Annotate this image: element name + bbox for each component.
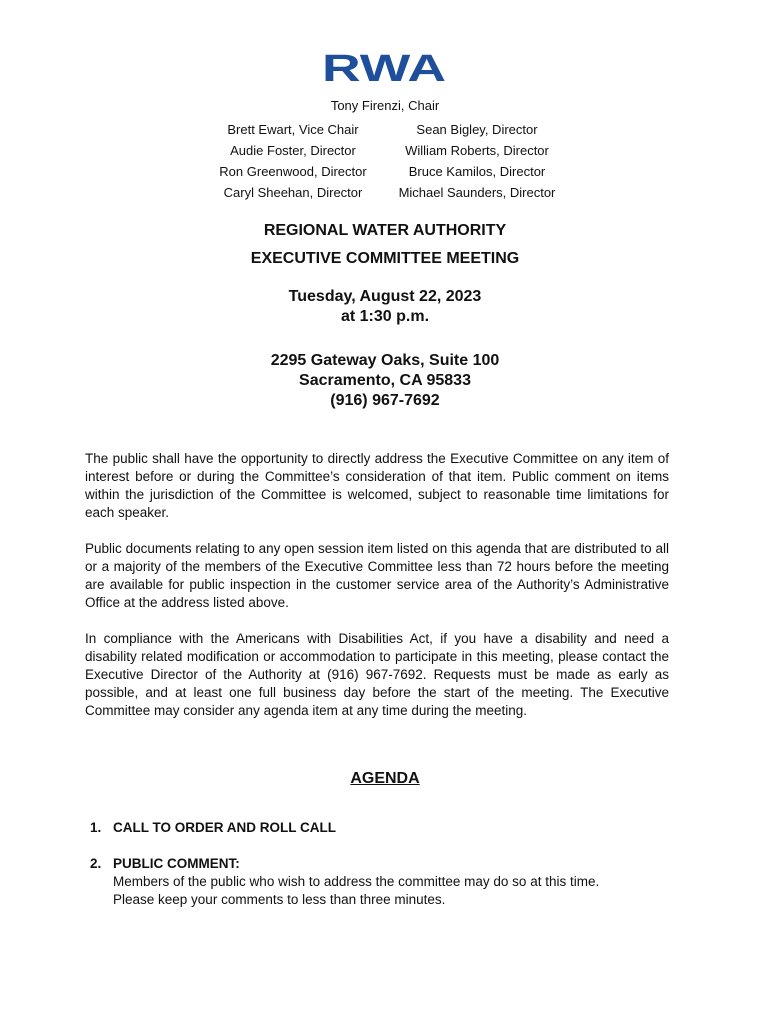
agenda-item-title: CALL TO ORDER AND ROLL CALL	[113, 820, 336, 835]
agenda-item-title: PUBLIC COMMENT:	[113, 856, 240, 871]
title-line-2: EXECUTIVE COMMITTEE MEETING	[250, 250, 520, 267]
board-member: Ron Greenwood, Director	[219, 164, 367, 179]
board-member: Audie Foster, Director	[230, 143, 356, 158]
board-chair: Tony Firenzi, Chair	[330, 98, 440, 113]
board-member: Brett Ewart, Vice Chair	[227, 122, 359, 137]
address-line-1: 2295 Gateway Oaks, Suite 100	[270, 352, 500, 369]
board-member: Michael Saunders, Director	[398, 185, 556, 200]
public-documents-paragraph: Public documents relating to any open session item listed on this agenda that are distributed to all or a majority of the members of the Executive Committee less than 72 hours before the meeting are available for public inspection in the customer service area of the Authority’s Administrative Office at the address listed above.	[85, 541, 669, 610]
meeting-location	[0, 351, 770, 411]
board-member: Bruce Kamilos, Director	[408, 164, 546, 179]
board-member: Sean Bigley, Director	[416, 122, 538, 137]
public-comment-paragraph: The public shall have the opportunity to directly address the Executive Committee on any item of interest before or during the Committee’s consideration of that item. Public comment on items within the jurisdiction of the Committee is welcomed, subject to reasonable time limitations for each speaker.	[85, 451, 669, 520]
title-line-1: REGIONAL WATER AUTHORITY	[263, 222, 507, 239]
logo-text: RWA	[322, 48, 446, 86]
description-line: Members of the public who wish to address the committee may do so at this time.	[113, 874, 600, 889]
meeting-date: Tuesday, August 22, 2023	[288, 288, 482, 305]
ada-paragraph: In compliance with the Americans with Disabilities Act, if you have a disability and need a disability related modification or accommodation to participate in this meeting, please contact the Executive Director of the Authority at (916) 967-7692. Requests must be made as early as possible, and at least one full business day before the start of the meeting. The Executive Committee may consider any agenda item at any time during the meeting.	[85, 631, 669, 718]
board-member: William Roberts, Director	[405, 143, 549, 158]
phone-number: (916) 967-7692	[330, 392, 440, 409]
board-left-column	[200, 119, 386, 203]
rwa-logo	[322, 46, 448, 86]
agenda-item-description	[113, 873, 693, 909]
board-right-column	[384, 119, 570, 203]
agenda-item-number: 1.	[90, 820, 102, 835]
agenda-item-number: 2.	[90, 856, 102, 871]
page-title	[0, 217, 770, 273]
board-member: Caryl Sheehan, Director	[223, 185, 363, 200]
description-line: Please keep your comments to less than three minutes.	[113, 892, 446, 907]
agenda-item	[90, 855, 240, 873]
agenda-heading: AGENDA	[350, 770, 420, 787]
agenda-item	[90, 819, 336, 837]
address-line-2: Sacramento, CA 95833	[299, 372, 471, 389]
meeting-datetime	[0, 287, 770, 327]
meeting-time: at 1:30 p.m.	[340, 308, 430, 325]
